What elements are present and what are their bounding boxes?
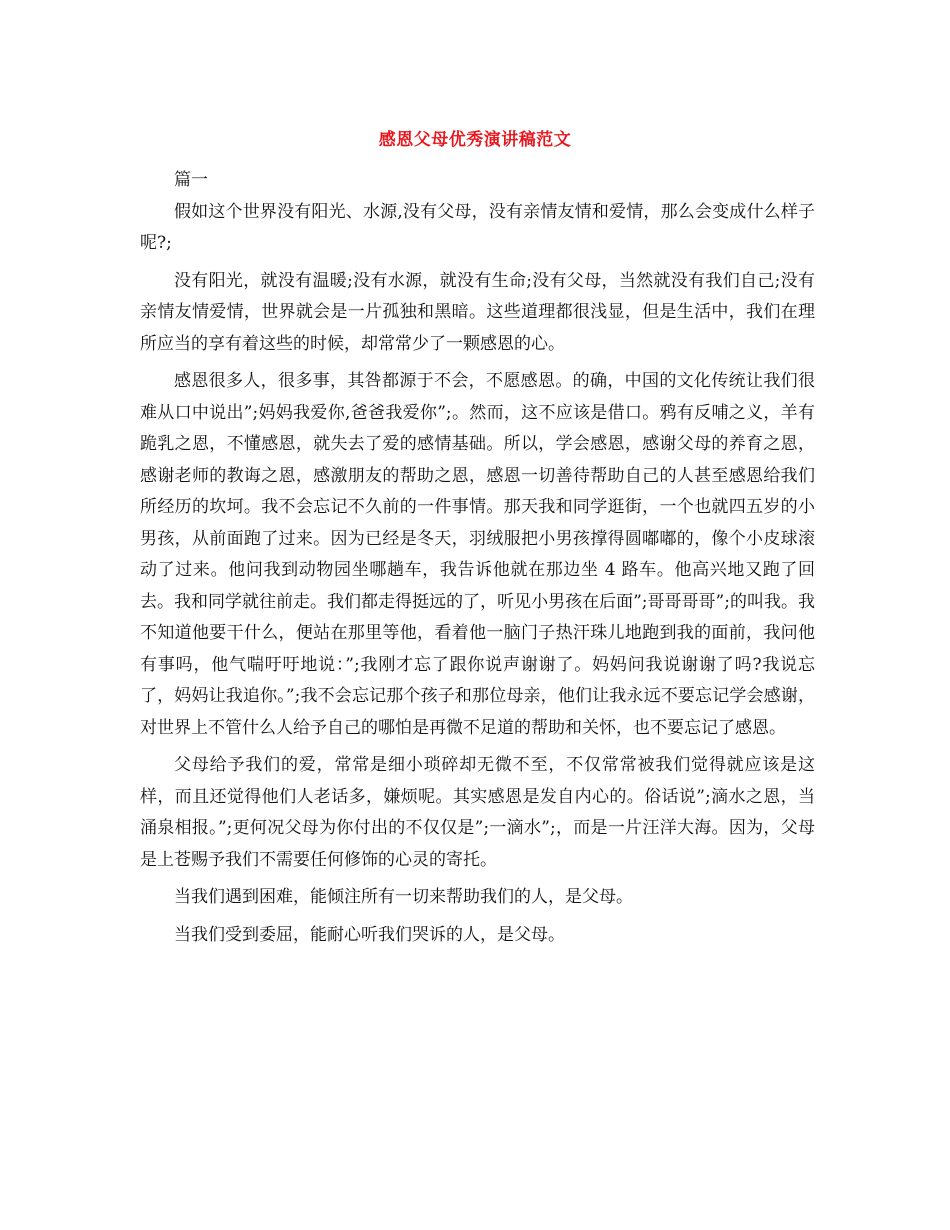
paragraph-6: 当我们受到委屈，能耐心听我们哭诉的人，是父母。	[174, 924, 565, 945]
paragraph-3: 感恩很多人，很多事，其咎都源于不会，不愿感恩。的确，中国的文化传统让我们很难从口中说出”;妈妈我爱你,爸爸我爱你”;。然而，这不应该是借口。鸦有反哺之义，羊有跪乳之恩，不懂感恩，就失去了爱的感情基础。所以，学会感恩，感谢父母的养育之恩，感谢老师的教诲之恩，感激朋友的帮助之恩，感恩一切善待帮助自己的人甚至感恩给我们所经历的坎坷。我不会忘记不久前的一件事情。那天我和同学逛街，一个也就四五岁的小男孩，从前面跑了过来。因为已经是冬天，羽绒服把小男孩撑得圆嘟嘟的，像个小皮球滚动了过来。他问我到动物园坐哪趟车，我告诉他就在那边坐 4 路车。他高兴地又跑了回去。我和同学就往前走。我们都走得挺远的了，听见小男孩在后面”;哥哥哥哥”;的叫我。我不知道他要干什么，便站在那里等他，看着他一脑门子热汗珠儿地跑到我的面前，我问他有事吗，他气喘吁吁地说：”;我刚才忘了跟你说声谢谢了。妈妈问我说谢谢了吗?我说忘了，妈妈让我追你。”;我不会忘记那个孩子和那位母亲，他们让我永远不要忘记学会感谢，对世界上不管什么人给予自己的哪怕是再微不足道的帮助和关怀，也不要忘记了感恩。	[140, 371, 815, 738]
section-label: 篇一	[174, 170, 208, 190]
paragraph-4: 父母给予我们的爱，常常是细小琐碎却无微不至，不仅常常被我们觉得就应该是这样，而且还觉得他们人老话多，嫌烦呢。其实感恩是发自内心的。俗话说”;滴水之恩，当涌泉相报。”;更何况父母为你付出的不仅仅是”;一滴水”;，而是一片汪洋大海。因为，父母是上苍赐予我们不需要任何修饰的心灵的寄托。	[140, 755, 815, 870]
paragraph-1: 假如这个世界没有阳光、水源,没有父母，没有亲情友情和爱情，那么会变成什么样子呢?;	[140, 201, 815, 253]
page-title: 感恩父母优秀演讲稿范文	[378, 130, 572, 150]
paragraph-2: 没有阳光，就没有温暖;没有水源，就没有生命;没有父母，当然就没有我们自己;没有亲情友情爱情，世界就会是一片孤独和黑暗。这些道理都很浅显，但是生活中，我们在理所应当的享有着这些的时候，却常常少了一颗感恩的心。	[140, 270, 815, 354]
document-body	[140, 165, 815, 951]
paragraph-5: 当我们遇到困难，能倾注所有一切来帮助我们的人，是父母。	[174, 887, 633, 907]
